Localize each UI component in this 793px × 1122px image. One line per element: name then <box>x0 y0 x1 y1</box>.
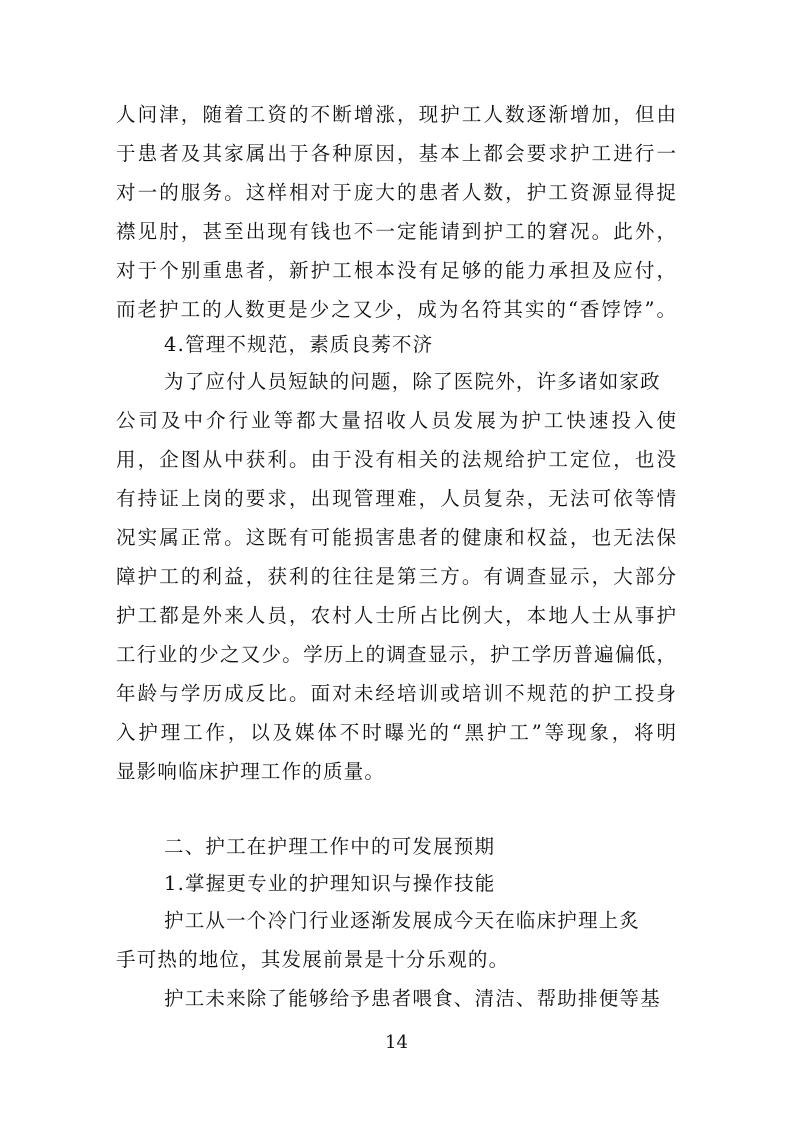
text-line: 显影响临床护理工作的质量。 <box>116 760 386 783</box>
paragraph-first-line: 护工未来除了能够给予患者喂食、清洁、帮助排便等基 <box>164 987 661 1010</box>
text-line: 入护理工作，以及媒体不时曝光的“黑护工”等现象，将明 <box>116 721 676 744</box>
text-line: 对于个别重患者，新护工根本没有足够的能力承担及应付， <box>116 259 676 282</box>
text-line: 有持证上岗的要求，出现管理难，人员复杂，无法可依等情 <box>116 487 676 510</box>
text-line: 襟见肘，甚至出现有钱也不一定能请到护工的窘况。此外， <box>116 220 676 243</box>
text-line: 用，企图从中获利。由于没有相关的法规给护工定位，也没 <box>116 448 676 471</box>
text-line: 护工都是外来人员，农村人士所占比例大，本地人士从事护 <box>116 604 676 627</box>
text-line: 于患者及其家属出于各种原因，基本上都会要求护工进行一 <box>116 142 676 165</box>
subheading: 1.掌握更专业的护理知识与操作技能 <box>164 872 496 895</box>
paragraph-first-line: 护工从一个冷门行业逐渐发展成今天在临床护理上炙 <box>164 909 641 932</box>
text-line: 而老护工的人数更是少之又少，成为名符其实的“香饽饽”。 <box>116 298 676 321</box>
text-line: 手可热的地位，其发展前景是十分乐观的。 <box>116 948 510 971</box>
subheading: 4.管理不规范，素质良莠不济 <box>164 333 434 356</box>
text-line: 公司及中介行业等都大量招收人员发展为护工快速投入使 <box>116 409 676 432</box>
text-line: 人问津，随着工资的不断增涨，现护工人数逐渐增加，但由 <box>116 103 676 126</box>
paragraph-first-line: 为了应付人员短缺的问题，除了医院外，许多诸如家政 <box>164 370 661 393</box>
text-line: 工行业的少之又少。学历上的调查显示，护工学历普遍偏低， <box>116 643 676 666</box>
page-number: 14 <box>385 1032 408 1053</box>
text-line: 障护工的利益，获利的往往是第三方。有调查显示，大部分 <box>116 565 676 588</box>
text-line: 对一的服务。这样相对于庞大的患者人数，护工资源显得捉 <box>116 181 676 204</box>
text-line: 年龄与学历成反比。面对未经培训或培训不规范的护工投身 <box>116 682 676 705</box>
section-heading: 二、护工在护理工作中的可发展预期 <box>164 835 496 858</box>
text-line: 况实属正常。这既有可能损害患者的健康和权益，也无法保 <box>116 526 676 549</box>
